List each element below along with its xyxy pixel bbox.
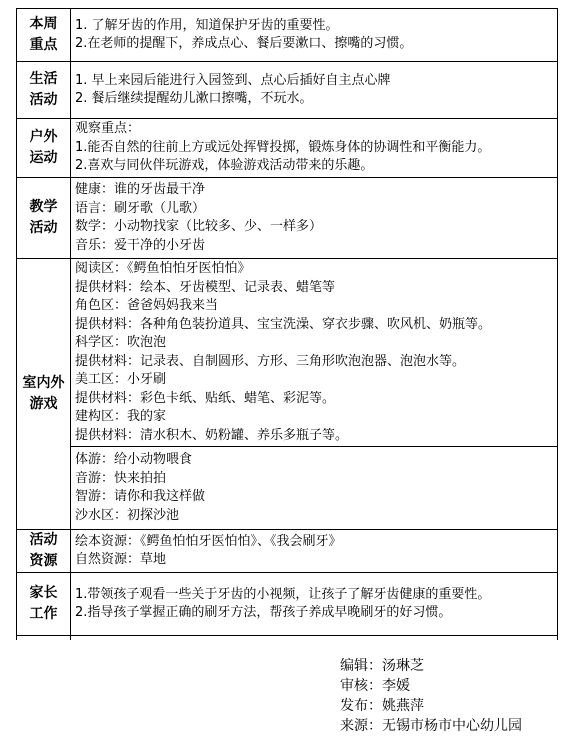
row-label-line: 运动 [29,150,58,166]
row-label-line: 活动 [29,220,58,236]
row-content-indoor-games [71,259,558,447]
row-label-games [17,259,71,530]
row-label-line: 室内外 [22,375,65,391]
row-label-line: 家长 [29,585,58,601]
content-line: 提供材料：绘本、牙齿模型、记录表、蜡笔等 [75,279,336,295]
credits-block [340,656,522,736]
row-label-activity-resources [17,530,71,573]
content-line: 沙水区：初探沙池 [75,507,180,523]
row-label-line: 工作 [29,606,58,622]
row-activity-resources [17,530,558,573]
content-line: 数学：小动物找家（比较多、少、一样多） [75,219,323,234]
row-content-activity-resources [71,530,558,573]
content-line: 2.喜欢与同伙伴玩游戏，体验游戏活动带来的乐趣。 [75,158,374,174]
content-line: 音乐：爱干净的小牙齿 [75,237,206,253]
row-daily-life [17,62,558,119]
content-line: 提供材料：清水积木、奶粉罐、养乐多瓶子等。 [75,427,349,443]
row-table-tail [17,636,558,641]
row-content-weekly-focus [71,9,558,62]
content-line: 提供材料：记录表、自制圆形、方形、三角形吹泡泡器、泡泡水等。 [75,353,466,369]
row-label-line: 游戏 [29,396,58,412]
content-line: 观察重点： [75,121,141,137]
content-line: 自然资源：草地 [75,552,167,567]
row-content-parent-work [71,573,558,636]
row-label-line: 本周 [29,16,58,32]
row-label-outdoor-exercise [17,119,71,178]
credit-source: 来源：无锡市杨市中心幼儿园 [340,718,522,734]
row-content-outdoor-games [71,447,558,530]
row-weekly-focus [17,9,558,62]
row-teaching-activities [17,178,558,259]
credit-editor: 编辑：汤琳芝 [340,658,424,674]
content-line: 1.能否自然的往前上方或远处挥臂投掷，锻炼身体的协调性和平衡能力。 [75,139,491,155]
row-label-teaching-activities [17,178,71,259]
content-line: 提供材料：彩色卡纸、贴纸、蜡笔、彩泥等。 [75,390,336,406]
content-line: 体游：给小动物喂食 [75,452,193,467]
credit-publisher: 发布：姚燕萍 [340,698,424,714]
row-label-daily-life [17,62,71,119]
row-label-line: 资源 [29,553,58,569]
content-line: 音游：快来拍拍 [75,470,167,486]
row-outdoor-exercise [17,119,558,178]
content-line: 语言：刷牙歌（儿歌） [75,200,206,216]
row-label-parent-work [17,573,71,636]
row-label-line: 重点 [29,37,58,53]
row-label-weekly-focus [17,9,71,62]
row-content-teaching-activities [71,178,558,259]
weekly-plan-table [16,8,558,640]
content-line: 2.在老师的提醒下，养成点心、餐后要漱口、擦嘴的习惯。 [75,36,413,51]
content-line: 建构区：我的家 [75,409,167,424]
row-label-line: 活动 [29,532,58,548]
row-parent-work [17,573,558,636]
tail-cell [17,636,71,641]
content-line: 美工区：小牙刷 [75,372,167,387]
row-content-outdoor-exercise [71,119,558,178]
content-line: 智游：请你和我这样做 [75,489,206,504]
content-line: 2.指导孩子掌握正确的刷牙方法，帮孩子养成早晚刷牙的好习惯。 [75,605,452,620]
content-line: 科学区：吹泡泡 [75,335,167,350]
tail-cell [71,636,558,641]
content-line: 2. 餐后继续提醒幼儿漱口擦嘴，不玩水。 [75,91,313,106]
row-content-daily-life [71,62,558,119]
content-line: 1. 了解牙齿的作用，知道保护牙齿的重要性。 [75,17,339,33]
content-line: 1.带领孩子观看一些关于牙齿的小视频，让孩子了解牙齿健康的重要性。 [75,586,491,602]
content-line: 1. 早上来园后能进行入园签到、点心后插好自主点心牌 [75,72,391,88]
row-label-line: 活动 [29,92,58,108]
row-label-line: 教学 [29,199,58,215]
content-line: 角色区：爸爸妈妈我来当 [75,298,219,313]
content-line: 绘本资源：《鳄鱼怕怕牙医怕怕》、《我会刷牙》 [75,533,342,549]
content-line: 健康：谁的牙齿最干净 [75,182,206,197]
row-games-outdoor [17,447,558,530]
row-games-indoor [17,259,558,447]
content-line: 提供材料：各种角色装扮道具、宝宝洗澡、穿衣步骤、吹风机、奶瓶等。 [75,316,492,332]
credit-reviewer: 审核：李媛 [340,678,410,694]
row-label-line: 生活 [29,71,58,87]
row-label-line: 户外 [29,129,58,145]
content-line: 阅读区：《鳄鱼怕怕牙医怕怕》 [75,261,251,276]
